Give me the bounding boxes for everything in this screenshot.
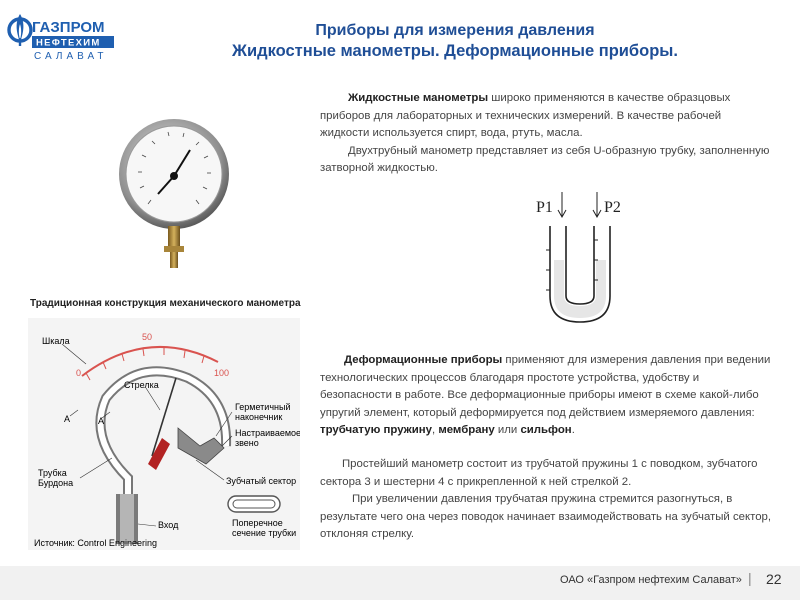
deform-k3: сильфон — [520, 424, 572, 436]
diagram-heading: Традиционная конструкция механического манометра — [30, 298, 301, 309]
intro-term: Жидкостные манометры — [348, 92, 489, 104]
deform-end: . — [571, 424, 575, 436]
label-tube-1: Трубка — [38, 468, 67, 478]
label-sector: Зубчатый сектор — [226, 476, 297, 486]
label-section-1: Поперечное — [232, 518, 283, 528]
intro-text — [320, 90, 770, 178]
label-tip-1: Герметичный — [235, 402, 291, 412]
deform-text — [320, 352, 772, 440]
gazprom-flame-icon — [9, 14, 31, 46]
pressure-gauge-image — [118, 100, 230, 270]
diagram-source: Источник: Control Engineering — [34, 538, 157, 548]
simple-text — [320, 456, 772, 544]
intro-text2: Двухтрубный манометр представляет из себя U-образную трубку, заполненную затворной жидкостью. — [320, 144, 770, 174]
label-needle: Стрелка — [124, 380, 159, 390]
label-link-2: звено — [235, 438, 259, 448]
page-title: Приборы для измерения давления — [315, 22, 595, 39]
tick-0: 0 — [76, 368, 82, 378]
page-number: 22 — [766, 571, 782, 587]
u-tube-diagram — [520, 190, 640, 330]
label-tip-2: наконечник — [235, 412, 283, 422]
logo-line2: НЕФТЕХИМ — [36, 37, 101, 49]
deform-sep2: или — [494, 424, 521, 436]
label-tube-2: Бурдона — [38, 478, 74, 488]
deform-k1: трубчатую пружину — [320, 424, 432, 436]
deform-term: Деформационные приборы — [344, 354, 503, 366]
page-subtitle: Жидкостные манометры. Деформационные приборы. — [232, 42, 678, 60]
intro-text1: широко применяются в качестве образцовых приборов для лабораторных и технических измерений. В качестве рабочей жидкости используется спирт, вода, ртуть, масла. — [320, 92, 731, 139]
label-scale: Шкала — [42, 336, 70, 346]
company-logo — [6, 8, 116, 62]
label-a1: A — [64, 414, 71, 424]
deform-text1: применяют для измерения давления при ведении технологических процессов благодаря простоте устройства, удобству и безопасности в работе. Все деформационные приборы имеют в схеме какой-либо упругий элемент, который деформируется под действием измеряемого давления: — [320, 354, 771, 419]
tick-100: 100 — [214, 368, 230, 378]
footer-company: ОАО «Газпром нефтехим Салават» — [560, 574, 742, 586]
deform-k2: мембрану — [438, 424, 495, 436]
logo-line3: САЛАВАТ — [34, 51, 108, 62]
logo-line1: ГАЗПРОМ — [32, 19, 105, 36]
tick-50: 50 — [142, 332, 153, 342]
footer-separator: | — [748, 570, 752, 586]
label-section-2: сечение трубки — [232, 528, 297, 538]
u-tube-p2-label: P2 — [604, 199, 621, 216]
simple-p2: При увеличении давления трубчатая пружина стремится разогнуться, в результате чего она через поводок начинает взаимодействовать на зубчатый сектор, отклоняя стрелку. — [320, 493, 772, 540]
mechanical-gauge-diagram — [28, 318, 300, 550]
deform-sep1: , — [431, 424, 439, 436]
u-tube-p1-label: P1 — [536, 199, 553, 216]
label-input: Вход — [158, 520, 179, 530]
label-a2: A — [98, 416, 105, 426]
label-link-1: Настраиваемое — [235, 428, 300, 438]
simple-p1: Простейший манометр состоит из трубчатой пружины 1 с поводком, зубчатого сектора 3 и шестерни 4 с прикрепленной к ней стрелкой 2. — [320, 458, 758, 488]
